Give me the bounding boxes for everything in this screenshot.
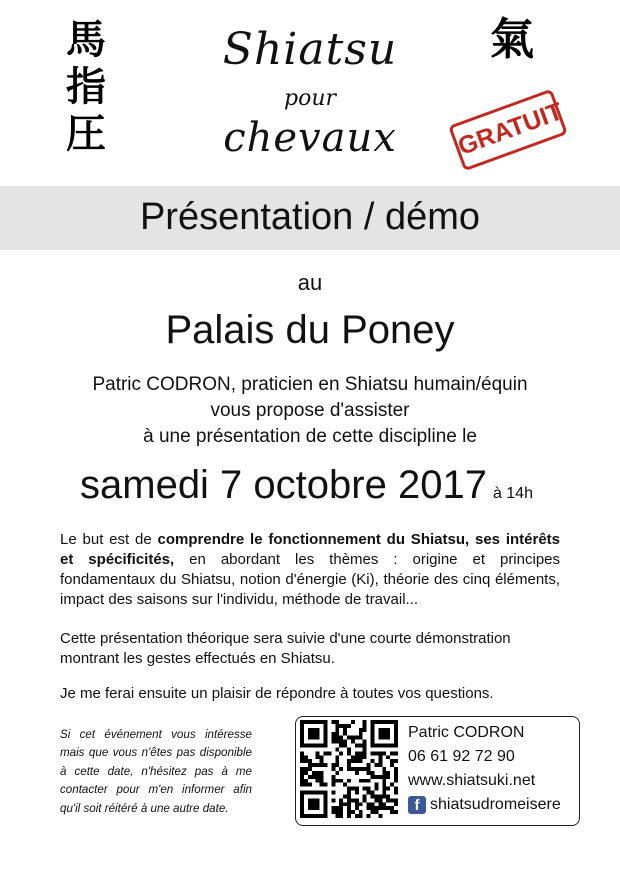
title-shiatsu: Shiatsu [222,24,398,75]
description-rest: en abordant les thèmes : origine et principes fondamentaux du Shiatsu, notion d'énergie (Ki), théorie des cinq éléments, impact des saisons sur l'individu, méthode de travail... [60,551,561,608]
facebook-icon: f [408,796,426,814]
banner-title: Présentation / démo [139,196,481,238]
date-line [80,463,533,508]
kanji-pressure: 圧 [66,110,106,157]
title-pour: pour [283,86,336,111]
intro-line-1: Patric CODRON, praticien en Shiatsu humain/équin [92,374,528,395]
description-bold: comprendre le fonctionnement du Shiatsu, ses intérêts et spécificités, [60,531,561,568]
demo-paragraph: Cette présentation théorique sera suivie d'une courte démonstration montrant les gestes effectués en Shiatsu. [60,630,511,667]
availability-note: Si cet événement vous intéresse mais que vous n'êtes pas disponible à cette date, n'hésitez pas à me contacter pour m'en informer afin qu'il soit réitéré à une autre date. [60,728,252,815]
description-paragraph [60,530,560,610]
kanji-finger: 指 [66,63,106,110]
contact-phone[interactable]: 06 61 92 72 90 [408,748,515,765]
description-lead: Le but est de [60,531,158,548]
kanji-ki: 氣 [490,14,534,65]
kanji-horse: 馬 [66,16,106,63]
questions-paragraph: Je me ferai ensuite un plaisir de répondre à toutes vos questions. [60,685,494,702]
facebook-handle[interactable]: shiatsudromeisere [430,796,561,813]
kanji-column-left [66,16,106,161]
venue-preposition: au [297,270,323,295]
contact-website[interactable]: www.shiatsuki.net [408,772,536,789]
contact-name: Patric CODRON [408,724,525,741]
contact-facebook[interactable] [408,796,561,814]
qr-code-icon[interactable] [300,720,398,818]
title-chevaux: chevaux [223,115,397,161]
intro-line-2: vous propose d'assister [210,400,410,421]
free-stamp: GRATUIT [448,89,568,172]
venue-name: Palais du Poney [165,308,455,352]
event-time: à 14h [492,485,533,502]
event-date: samedi 7 octobre 2017 [80,463,487,507]
intro-line-3: à une présentation de cette discipline le [143,426,477,447]
